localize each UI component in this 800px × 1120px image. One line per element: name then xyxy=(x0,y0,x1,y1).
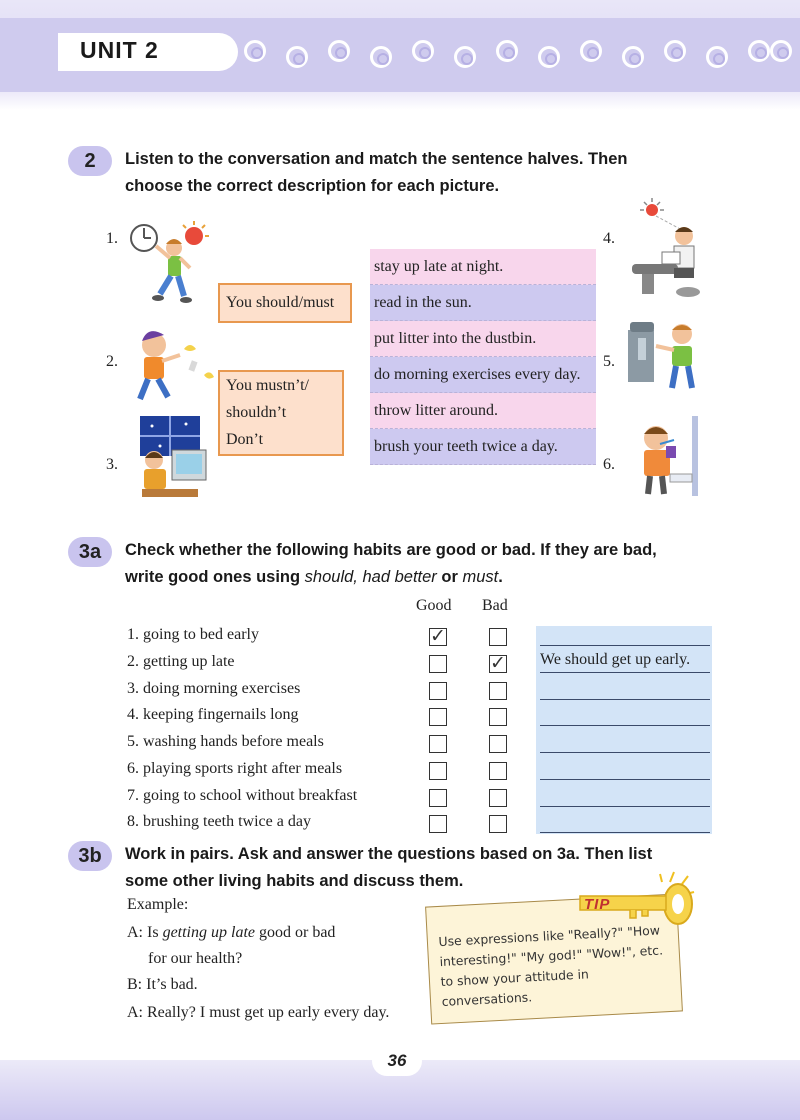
box-mustnt-line2: shouldn’t xyxy=(226,404,287,421)
answer-text-2: We should get up early. xyxy=(540,651,691,668)
sentence-endings-column xyxy=(370,249,596,465)
section-3b-badge: 3b xyxy=(68,841,112,871)
bad-checkbox-5[interactable] xyxy=(489,735,507,753)
box-you-mustnt xyxy=(218,370,344,456)
good-checkbox-8[interactable] xyxy=(429,815,447,833)
section-3b-instruction-line2: some other living habits and discuss them. xyxy=(125,872,464,890)
tip-label: TIP xyxy=(584,896,611,913)
column-header-bad: Bad xyxy=(482,597,508,614)
picture-boy-morning-exercise xyxy=(128,218,220,306)
example-line-b1: B: It’s bad. xyxy=(127,976,198,993)
answer-line-5[interactable] xyxy=(540,752,710,753)
check-mark-icon: ✓ xyxy=(490,652,506,674)
picture-boy-reading-in-sun xyxy=(626,196,706,300)
good-checkbox-7[interactable] xyxy=(429,789,447,807)
example-label: Example: xyxy=(127,896,189,913)
phrase-item: put litter into the dustbin. xyxy=(370,321,596,357)
section-3b-instruction-line1: Work in pairs. Ask and answer the questions based on 3a. Then list xyxy=(125,845,653,863)
bad-checkbox-8[interactable] xyxy=(489,815,507,833)
good-checkbox-6[interactable] xyxy=(429,762,447,780)
section-3a-instruction xyxy=(125,537,725,591)
section-3a-instruction-line1: Check whether the following habits are good or bad. If they are bad, xyxy=(125,541,657,559)
section-2-instruction xyxy=(125,146,725,200)
section-3a-instruction-line2 xyxy=(125,564,725,591)
good-checkbox-4[interactable] xyxy=(429,708,447,726)
keyword-period: . xyxy=(498,568,503,586)
instruction-text: write good ones using xyxy=(125,568,305,586)
answer-line-4[interactable] xyxy=(540,725,710,726)
habit-item: 2. getting up late xyxy=(127,653,235,670)
answer-line-2[interactable] xyxy=(540,672,710,673)
picture-number-2: 2. xyxy=(106,353,118,370)
phrase-item: read in the sun. xyxy=(370,285,596,321)
picture-number-3: 3. xyxy=(106,456,118,473)
picture-boy-computer-at-night xyxy=(132,414,212,502)
bad-checkbox-2[interactable] xyxy=(489,652,507,674)
example-line-a2: A: Really? I must get up early every day. xyxy=(127,1004,390,1021)
answer-line-7[interactable] xyxy=(540,806,710,807)
section-2-instruction-line1: Listen to the conversation and match the sentence halves. Then xyxy=(125,150,628,168)
phrase-item: stay up late at night. xyxy=(370,249,596,285)
bad-checkbox-7[interactable] xyxy=(489,789,507,807)
good-checkbox-2[interactable] xyxy=(429,655,447,673)
picture-boy-throwing-litter xyxy=(124,325,220,405)
habit-item: 3. doing morning exercises xyxy=(127,680,301,697)
header-ring-decoration xyxy=(0,0,800,100)
example-line-a1 xyxy=(127,924,335,942)
box-mustnt-line1: You mustn’t/ xyxy=(226,377,309,394)
answer-line-8[interactable] xyxy=(540,832,710,833)
box-mustnt-line3: Don’t xyxy=(226,431,264,448)
answer-line-6[interactable] xyxy=(540,779,710,780)
picture-boy-dustbin xyxy=(626,318,706,394)
bad-checkbox-6[interactable] xyxy=(489,762,507,780)
good-checkbox-5[interactable] xyxy=(429,735,447,753)
bad-checkbox-3[interactable] xyxy=(489,682,507,700)
good-checkbox-3[interactable] xyxy=(429,682,447,700)
good-checkbox-1[interactable] xyxy=(429,625,447,647)
picture-number-4: 4. xyxy=(603,230,615,247)
picture-number-6: 6. xyxy=(603,456,615,473)
answer-line-1[interactable] xyxy=(540,645,710,646)
example-line-a1-cont: for our health? xyxy=(148,950,243,967)
phrase-item: brush your teeth twice a day. xyxy=(370,429,596,465)
unit-title: UNIT 2 xyxy=(80,37,159,63)
tip-key-icon xyxy=(560,868,700,930)
column-header-good: Good xyxy=(416,597,452,614)
keyword-must: must xyxy=(462,568,499,586)
picture-number-1: 1. xyxy=(106,230,118,247)
bad-checkbox-1[interactable] xyxy=(489,628,507,646)
section-2-instruction-line2: choose the correct description for each picture. xyxy=(125,177,500,195)
section-2-badge: 2 xyxy=(68,146,112,176)
answer-line-3[interactable] xyxy=(540,699,710,700)
picture-boy-brushing-teeth xyxy=(630,416,704,496)
box-you-should-must: You should/must xyxy=(218,283,352,323)
keyword-had-better: had better xyxy=(362,568,437,586)
section-3a-badge: 3a xyxy=(68,537,112,567)
speaker-text: A: Is xyxy=(127,924,163,941)
habit-item: 4. keeping fingernails long xyxy=(127,706,299,723)
keyword-should: should, xyxy=(304,568,358,586)
habit-item: 7. going to school without breakfast xyxy=(127,787,358,804)
picture-number-5: 5. xyxy=(603,353,615,370)
example-text: good or bad xyxy=(255,924,336,941)
habit-item: 6. playing sports right after meals xyxy=(127,760,343,777)
keyword-or: or xyxy=(436,568,463,586)
habit-item: 1. going to bed early xyxy=(127,626,259,643)
bad-checkbox-4[interactable] xyxy=(489,708,507,726)
habit-item: 5. washing hands before meals xyxy=(127,733,324,750)
phrase-item: throw litter around. xyxy=(370,393,596,429)
page-number: 36 xyxy=(372,1046,422,1076)
tip-text: Use expressions like "Really?" "How interesting!" "My god!" "Wow!", etc. to show your attitude in conversations. xyxy=(438,922,664,1010)
habit-item: 8. brushing teeth twice a day xyxy=(127,813,311,830)
example-habit: getting up late xyxy=(162,924,255,941)
phrase-item: do morning exercises every day. xyxy=(370,357,596,393)
check-mark-icon: ✓ xyxy=(430,625,446,647)
